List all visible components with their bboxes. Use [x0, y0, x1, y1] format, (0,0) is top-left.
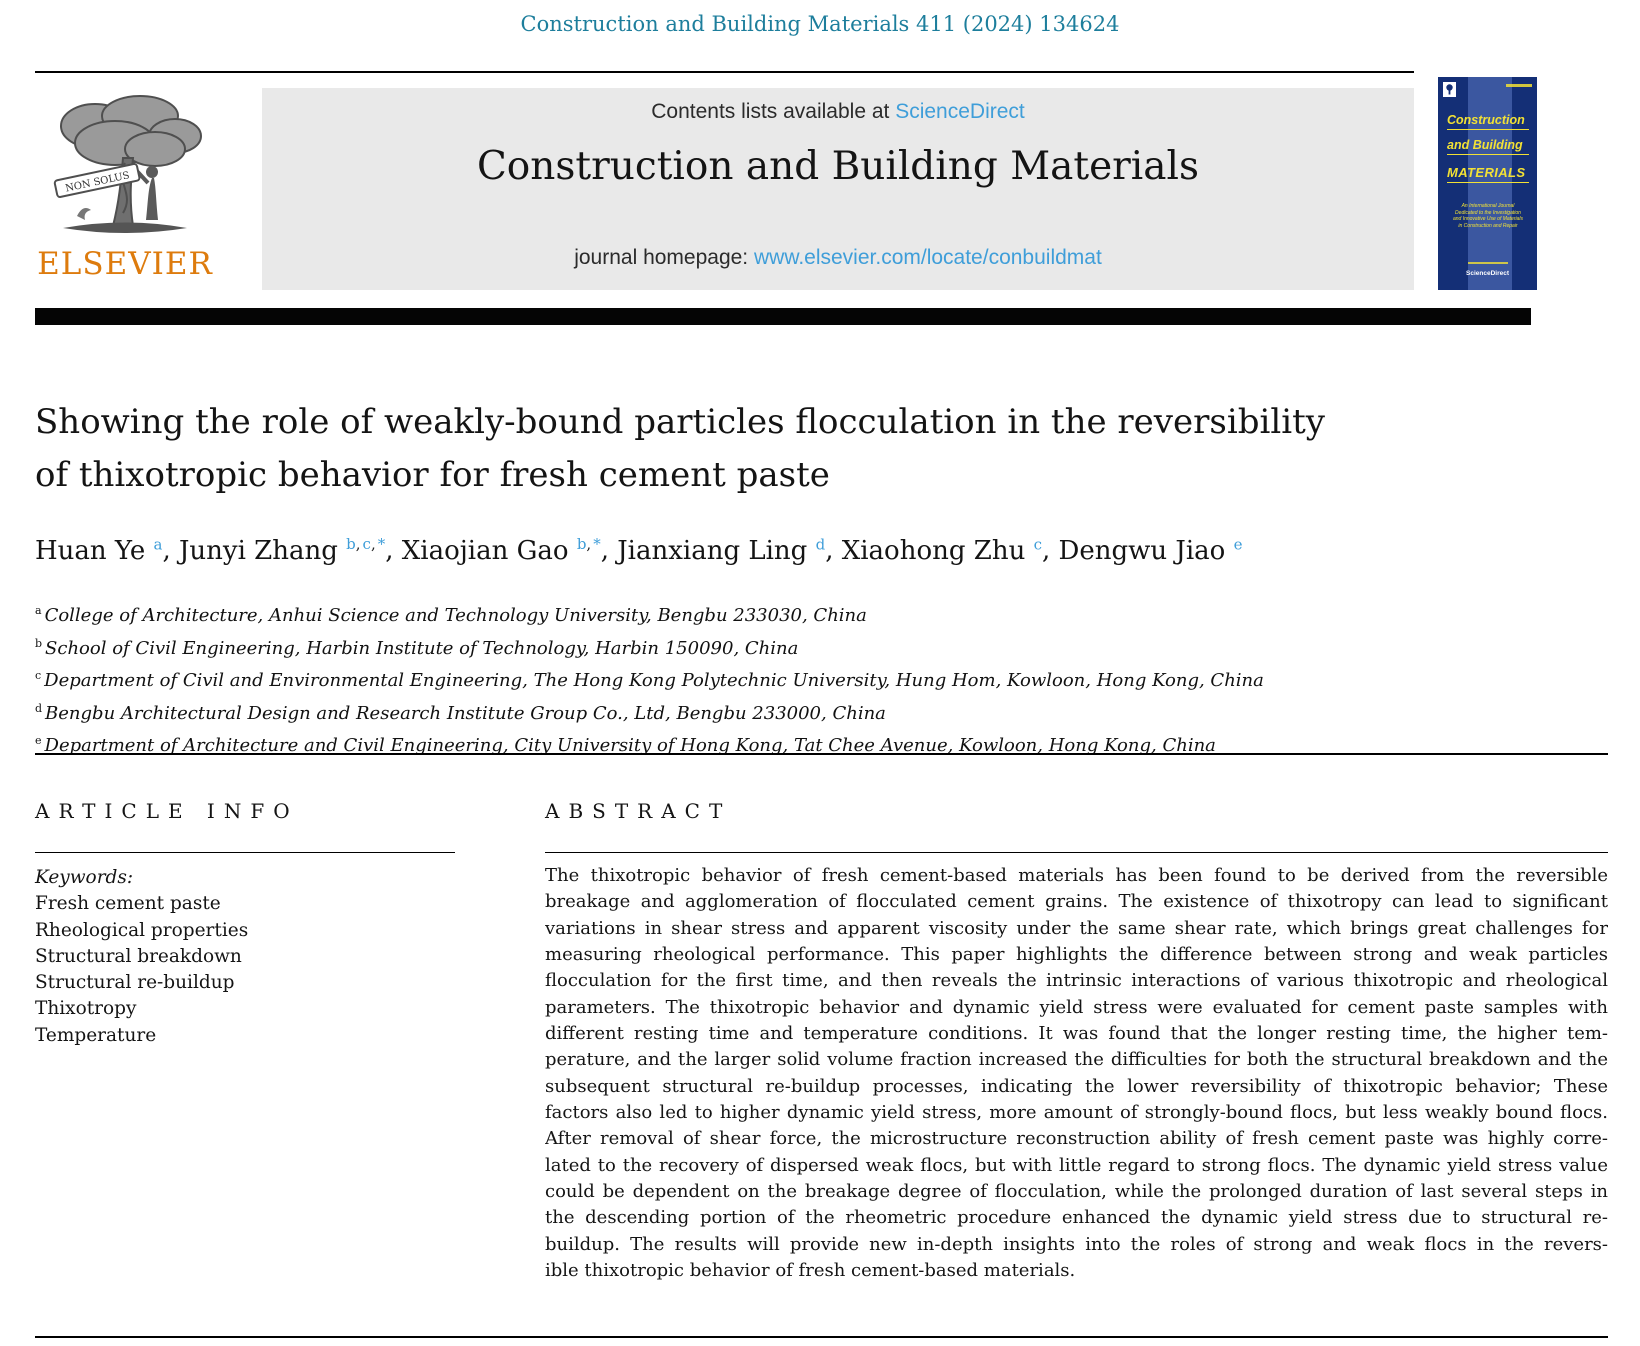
author-separator: ,	[600, 535, 618, 566]
author-superscript: b, c, *	[346, 535, 386, 553]
non-solus-banner: NON SOLUS	[64, 170, 131, 195]
contents-prefix: Contents lists available at	[651, 100, 896, 123]
abstract-line: The thixotropic behavior of fresh cement-based materials has been found to be derived from the reversible	[545, 865, 1608, 886]
cover-sciencedirect-label: ScienceDirect	[1466, 270, 1509, 277]
keyword: Fresh cement paste	[35, 893, 221, 915]
elsevier-wordmark: ELSEVIER	[37, 246, 213, 282]
abstract-line: parameters. The thixotropic behavior and dynamic yield stress were evaluated for cement paste samples with	[545, 996, 1608, 1018]
author-superscript: e	[1233, 535, 1243, 553]
author-separator: ,	[825, 535, 842, 566]
cover-stripe	[1468, 77, 1512, 290]
article-info-column	[35, 799, 455, 1049]
affiliation: $^d$ Bengbu Architectural Design and Research Institute Group Co., Ltd, Bengbu 233000, China	[35, 701, 886, 724]
abstract-line: After removal of shear force, the microstructure reconstruction ability of fresh cement paste was highly corre-	[545, 1128, 1608, 1150]
header-top-rule	[35, 71, 1414, 73]
elsevier-logo	[35, 86, 215, 282]
journal-citation[interactable]: Construction and Building Materials 411 (2024) 134624	[520, 12, 1120, 36]
abstract-line: breakage and agglomeration of flocculated cement grains. The existence of thixotropy can lead to significant	[545, 891, 1608, 913]
cover-issn-text	[1506, 84, 1532, 87]
abstract-line: could be dependent on the breakage degree of flocculation, while the prolonged duration of last several steps in	[545, 1181, 1608, 1203]
abstract-line: perature, and the larger solid volume fraction increased the difficulties for both the structural breakdown and the	[545, 1049, 1608, 1071]
author-list	[35, 535, 1555, 566]
cover-subtitle: An International Journal Dedicated to the Investigation and Innovative Use of Materials in Construction and Repair	[1452, 203, 1524, 229]
affiliation: $^c$ Department of Civil and Environmental Engineering, The Hong Kong Polytechnic University, Hung Hom, Kowloon, Hong Kong, China	[35, 669, 1264, 691]
author-superscript: c	[1033, 535, 1042, 553]
affiliation-list	[35, 597, 1575, 760]
affiliation: $^e$ Department of Architecture and Civil Engineering, City University of Hong Kong, Tat Chee Avenue, Kowloon, Hong Kong, China	[35, 734, 1216, 756]
author-superscript: b, *	[576, 535, 601, 553]
keyword: Thixotropy	[35, 998, 137, 1020]
journal-cover-thumbnail[interactable]	[1438, 77, 1537, 290]
journal-title: Construction and Building Materials	[476, 144, 1200, 189]
abstract-text	[545, 863, 1608, 1285]
abstract-line: factors also led to higher dynamic yield stress, more amount of strongly-bound flocs, but less weakly bound flocs.	[545, 1102, 1608, 1124]
keyword-list	[35, 891, 455, 1049]
journal-header-banner	[262, 88, 1414, 290]
elsevier-tree-icon	[35, 86, 215, 244]
page-bottom-rule	[35, 1336, 1608, 1338]
affiliation: $^a$ College of Architecture, Anhui Science and Technology University, Bengbu 233030, China	[35, 604, 867, 626]
article-title	[35, 396, 1495, 502]
abstract-line: flocculation for the first time, and then reveals the intrinsic interactions of various thixotropic and rheological	[545, 970, 1608, 992]
homepage-line	[262, 246, 1414, 270]
abstract-line: buildup. The results will provide new in-depth insights into the roles of strong and weak flocs in the revers-	[545, 1233, 1608, 1255]
author-separator: ,	[385, 535, 402, 566]
article-title-line2: of thixotropic behavior for fresh cement paste	[35, 455, 830, 495]
abstract-line: subsequent structural re-buildup processes, indicating the lower reversibility of thixotropic behavior; These	[545, 1075, 1608, 1097]
abstract-line: lated to the recovery of dispersed weak flocs, but with little regard to strong flocs. The dynamic yield stress value	[545, 1154, 1608, 1176]
keyword: Rheological properties	[35, 919, 249, 941]
author: Huan Ye $^a$	[35, 535, 163, 566]
abstract-line: ible thixotropic behavior of fresh cement-based materials.	[545, 1260, 1076, 1282]
author: Junyi Zhang $^{b, c, *}$	[178, 535, 386, 566]
abstract-heading: ABSTRACT	[545, 799, 732, 823]
cover-title-line3: MATERIALS	[1447, 165, 1529, 183]
keyword: Structural breakdown	[35, 945, 242, 967]
abstract-line: variations in shear stress and apparent viscosity under the same shear rate, which brings great challenges for	[545, 917, 1608, 939]
abstract-rule	[545, 852, 1608, 853]
cover-title-line1: Construction	[1447, 113, 1529, 130]
contents-line	[262, 100, 1414, 124]
author-superscript: d	[815, 535, 826, 553]
homepage-url-link[interactable]: www.elsevier.com/locate/conbuildmat	[753, 246, 1102, 269]
abstract-line: measuring rheological performance. This paper highlights the difference between strong and weak particles	[545, 944, 1608, 966]
author: Xiaojian Gao $^{b, *}$	[401, 535, 601, 566]
article-info-heading: ARTICLE INFO	[35, 799, 299, 823]
author-separator: ,	[1042, 535, 1059, 566]
keywords-label: Keywords:	[35, 867, 134, 888]
cover-elsevier-mini-logo-icon	[1443, 82, 1456, 97]
keyword: Temperature	[35, 1024, 157, 1046]
author-superscript: a	[153, 535, 163, 553]
sciencedirect-link[interactable]: ScienceDirect	[895, 100, 1025, 123]
header-divider-bar	[35, 308, 1531, 325]
article-info-rule	[35, 852, 455, 853]
abstract-line: the descending portion of the rheometric procedure enhanced the dynamic yield stress due to structural re-	[545, 1207, 1608, 1229]
author-separator: ,	[162, 535, 179, 566]
abstract-line: different resting time and temperature conditions. It was found that the longer resting time, the higher tem-	[545, 1023, 1608, 1045]
author: Jianxiang Ling $^d$	[617, 535, 826, 566]
section-top-rule	[35, 753, 1608, 755]
article-title-line1: Showing the role of weakly-bound particles flocculation in the reversibility	[35, 402, 1325, 442]
author: Dengwu Jiao $^e$	[1058, 535, 1243, 566]
affiliation: $^b$ School of Civil Engineering, Harbin Institute of Technology, Harbin 150090, China	[35, 636, 799, 659]
homepage-prefix: journal homepage:	[574, 246, 754, 269]
abstract-column	[545, 799, 1608, 1285]
cover-footer-bar	[1468, 262, 1508, 264]
keyword: Structural re-buildup	[35, 972, 235, 994]
author: Xiaohong Zhu $^c$	[841, 535, 1042, 566]
cover-title-line2: and Building	[1447, 138, 1529, 155]
